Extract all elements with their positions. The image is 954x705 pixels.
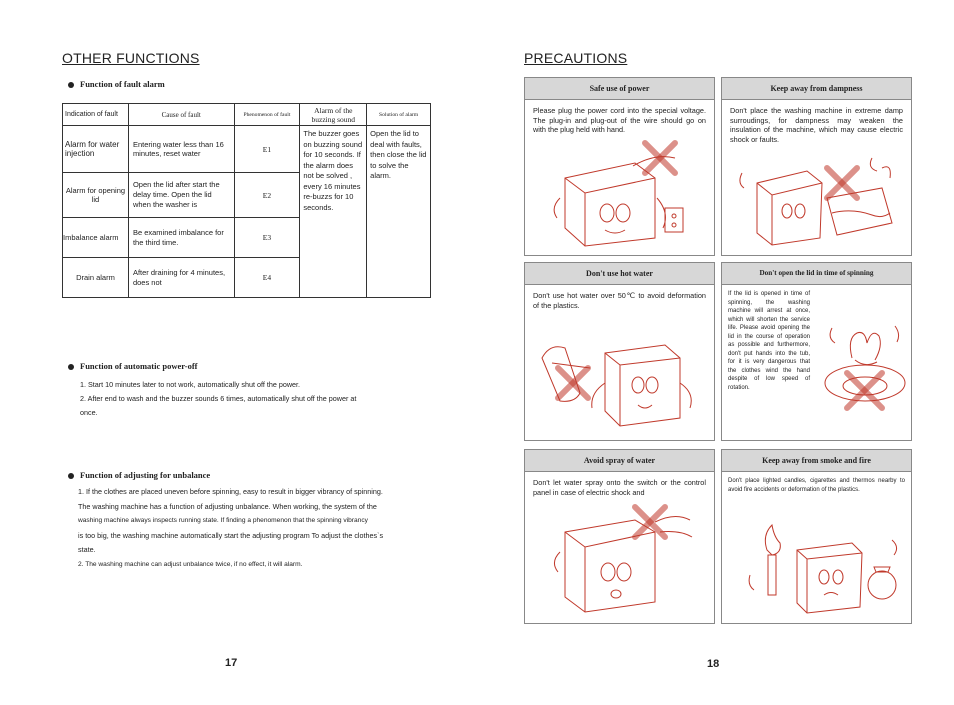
card-title: Keep away from smoke and fire [722,450,911,472]
card-title: Don't use hot water [525,263,714,285]
header-cause: Cause of fault [128,104,234,126]
precaution-card-spinning [721,262,912,441]
precaution-card-dampness [721,77,912,256]
unbalance-heading-text: Function of adjusting for unbalance [80,470,211,480]
indication-cell: Drain alarm [63,258,129,298]
card-text: Don't place the washing machine in extreme damp surroudings, for dampness may weaken the insulation of the machine, which may cause electric shock or faults. [730,106,903,144]
unbalance-line: state. [78,545,96,555]
unbalance-body [78,485,438,573]
card-text: Please plug the power cord into the special voltage. The plug-in and plug-out of the wire should go on with the plug held with hand. [533,106,706,134]
table-row [63,126,431,173]
cause-cell: After draining for 4 minutes, does not [128,258,234,298]
card-text: Don't let water spray onto the switch or the control panel in case of electric shock and [533,478,706,497]
unbalance-line: The washing machine has a function of adjusting unbalance. When working, the system of the [78,501,377,511]
cause-cell: Be examined imbalance for the third time. [128,218,234,258]
unbalance-line: washing machine always inspects running state. If finding a phenomenon that the spinning vibrancy [78,517,368,525]
hand-in-tub-illustration [817,318,909,433]
washer-spray-illustration [550,502,700,620]
code-cell: E4 [234,258,300,298]
code-cell: E2 [234,173,300,218]
card-text: Don't place lighted candles, cigarettes and thermos nearby to avoid fire accidents or deformation of the plastics. [728,478,905,493]
card-title: Keep away from dampness [722,78,911,100]
bullet-icon [68,473,74,479]
code-cell: E3 [234,218,300,258]
cause-cell: Entering water less than 16 minutes, reset water [128,126,234,173]
unbalance-line: 1. If the clothes are placed uneven before spinning, easy to result in bigger vibrancy of spinning. [78,487,383,496]
bullet-icon [68,364,74,370]
washer-dampness-illustration [732,153,902,248]
precaution-card-hot-water [524,262,715,441]
card-title: Don't open the lid in time of spinning [722,263,911,285]
washer-hot-water-illustration [530,323,705,435]
card-text: Don't use hot water over 50℃ to avoid deformation of the plastics. [533,291,706,310]
precaution-card-power [524,77,715,256]
power-off-line: 2. After end to wash and the buzzer sounds 6 times, automatically shut off the power at [80,394,357,403]
page-number-right: 18 [707,658,720,670]
power-off-heading-text: Function of automatic power-off [80,361,198,371]
page-title-other-functions: OTHER FUNCTIONS [62,50,200,66]
power-off-body [80,378,440,420]
power-off-line: once. [80,408,98,417]
header-solution: Solution of alarm [367,104,431,126]
page-number-left: 17 [225,657,238,669]
washer-fire-illustration [742,515,902,615]
solution-cell: Open the lid to deal with faults, then close the lid to solve the alarm. [367,126,431,298]
bullet-icon [68,82,74,88]
unbalance-line: is too big, the washing machine automatically start the adjusting program To adjust the clothes`s [78,530,384,540]
card-title: Avoid spray of water [525,450,714,472]
indication-cell: Alarm for opening lid [63,173,129,218]
header-buzzing: Alarm of the buzzing sound [300,104,367,126]
code-cell: E1 [234,126,300,173]
fault-alarm-heading [68,79,165,89]
indication-cell: Alarm for water injection [63,126,129,173]
precaution-card-fire [721,449,912,624]
washer-plug-illustration [545,138,695,248]
indication-cell: Imbalance alarm [63,218,129,258]
unbalance-heading [68,470,210,480]
cause-cell: Open the lid after start the delay time. Open the lid when the washer is [128,173,234,218]
buzzing-cell: The buzzer goes on buzzing sound for 10 seconds. If the alarm does not be solved , every 16 minutes re-buzzs for 10 seconds. [300,126,367,298]
card-title: Safe use of power [525,78,714,100]
header-indication: Indication of fault [63,104,129,126]
precaution-card-spray [524,449,715,624]
card-text: If the lid is opened in time of spinning, the washing machine will arrest at once, which will shorten the service life. Please avoid opening the lid in the course of operation as possible and furthermore, don't put hands into the tub, for it is very dangerous that the clothes wind the hand despite of low speed of rotation. [728,291,810,391]
fault-alarm-heading-text: Function of fault alarm [80,79,165,89]
power-off-line: 1. Start 10 minutes later to not work, automatically shut off the power. [80,380,300,389]
power-off-heading [68,361,198,371]
unbalance-line: 2. The washing machine can adjust unbalance twice, if no effect, it will alarm. [78,560,303,568]
fault-alarm-table [62,103,431,298]
header-phenomenon: Phenomenon of fault [234,104,300,126]
page-title-precautions: PRECAUTIONS [524,50,628,66]
